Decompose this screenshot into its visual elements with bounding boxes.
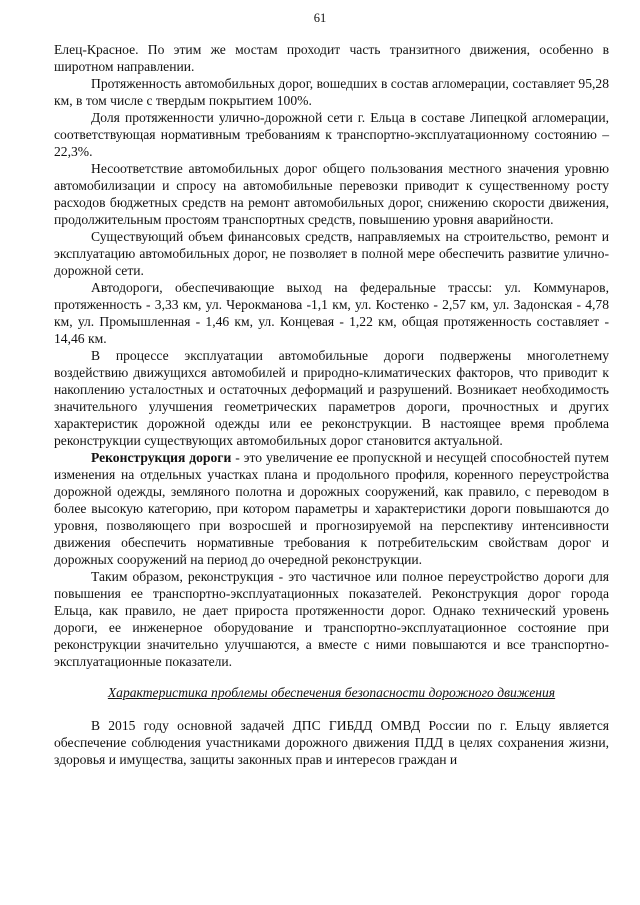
reconstruction-definition-text: - это увеличение ее пропускной и несущей способностей путем изменения на отдельных участках плана и продольного профиля, коренного переустройства дорожной одежды, земляного полотна и дорожных сооружений, как правило, с переводом в более высокую категорию, при котором параметры и характеристики дороги повышаются до уровня, позволяющего при возросшей и прогнозируемой на перспективу интенсивности движения обеспечить нормативные требования к потребительским свойствам дорог и дорожных сооружений на период до очередной реконструкции. <box>54 450 609 567</box>
section-heading: Характеристика проблемы обеспечения безопасности дорожного движения <box>107 685 556 700</box>
paragraph-2015-task: В 2015 году основной задачей ДПС ГИБДД ОМВД России по г. Ельцу является обеспечение соблюдения участниками дорожного движения ПДД в целях сохранения жизни, здоровья и имущества, защиты законных прав и интересов граждан и <box>54 718 609 767</box>
paragraph-road-length: Протяженность автомобильных дорог, вошедших в состав агломерации, составляет 95,28 км, в том числе с твердым покрытием 100%. <box>54 76 609 108</box>
paragraph-reconstruction-definition <box>54 449 609 568</box>
paragraph-wear: В процессе эксплуатации автомобильные дороги подвержены многолетнему воздействию движущихся автомобилей и природно-климатических факторов, что приводит к накоплению усталостных и остаточных деформаций и разрушений. Возникает необходимость значительного улучшения геометрических параметров дороги, прочностных и других характеристик дорожной одежды или ее реконструкции. В настоящее время проблема реконструкции существующих автомобильных дорог становится актуальной. <box>54 348 609 448</box>
paragraph-summary: Таким образом, реконструкция - это частичное или полное переустройство дороги для повышения ее транспортно-эксплуатационных показателей. Реконструкция дорог города Ельца, как правило, не дает прироста протяженности дорог. Однако технический уровень дороги, ее инженерное оборудование и транспортно-эксплуатационное состояние при реконструкции значительно улучшаются, а вместе с ними повышаются и все транспортно-эксплуатационные показатели. <box>54 569 609 669</box>
page-number: 61 <box>313 11 327 25</box>
paragraph-funding: Существующий объем финансовых средств, направляемых на строительство, ремонт и эксплуатацию автомобильных дорог, не позволяет в полной мере обеспечить развитие улично-дорожной сети. <box>54 229 609 278</box>
paragraph-federal-roads: Автодороги, обеспечивающие выход на федеральные трассы: ул. Коммунаров, протяженность - 3,33 км, ул. Черокманова -1,1 км, ул. Костенко - 2,57 км, ул. Задонская - 4,78 км, ул. Промышленная - 1,46 км, ул. Концевая - 1,22 км, общая протяженность составляет - 14,46 км. <box>54 280 609 346</box>
document-body <box>54 41 609 768</box>
paragraph-continuation: Елец-Красное. По этим же мостам проходит часть транзитного движения, особенно в широтном направлении. <box>54 42 609 74</box>
paragraph-mismatch: Несоответствие автомобильных дорог общего пользования местного значения уровню автомобилизации и спросу на автомобильные перевозки приводит к существенному росту расходов бюджетных средств на ремонт автомобильных дорог, снижению скорости движения, продолжительным простоям транспортных средств, повышению уровня аварийности. <box>54 161 609 227</box>
paragraph-network-share: Доля протяженности улично-дорожной сети г. Ельца в составе Липецкой агломерации, соответствующая нормативным требованиям к транспортно-эксплуатационному состоянию – 22,3%. <box>54 110 609 159</box>
term-reconstruction: Реконструкция дороги <box>91 450 232 465</box>
